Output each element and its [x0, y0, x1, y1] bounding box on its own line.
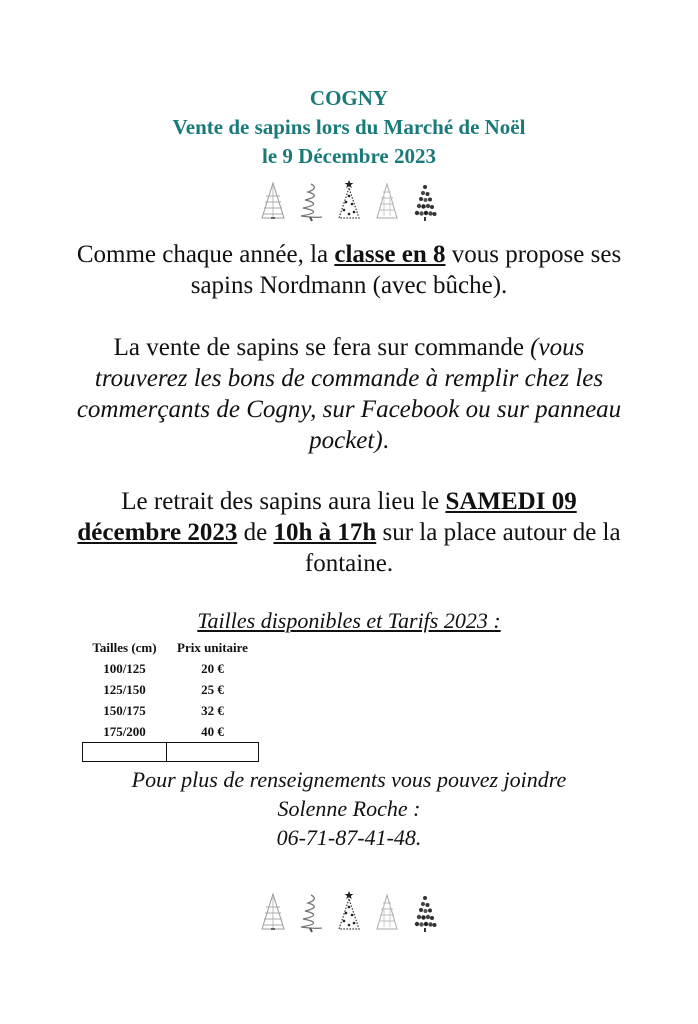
flyer-header — [0, 84, 698, 171]
empty-cell — [167, 743, 259, 762]
header-town: COGNY — [309, 86, 389, 110]
tree-decoration-top — [0, 180, 698, 222]
table-row — [83, 721, 259, 743]
order-paragraph — [70, 332, 628, 456]
christmas-tree-icon — [372, 891, 402, 933]
tree-decoration-bottom — [0, 891, 698, 933]
tarifs-table — [82, 637, 259, 762]
table-header-row — [83, 637, 259, 658]
order-details: (vous trouverez les bons de commande à remplir chez les commerçants de Cogny, sur Facebook ou sur panneau pocket) — [76, 334, 622, 454]
size-cell: 125/150 — [103, 681, 146, 697]
christmas-tree-icon — [296, 180, 326, 222]
christmas-tree-icon — [296, 891, 326, 933]
pickup-text-start: Le retrait des sapins aura lieu le — [121, 488, 446, 515]
pickup-paragraph — [70, 486, 628, 579]
table-row — [83, 700, 259, 721]
christmas-tree-star-icon — [334, 891, 364, 933]
intro-text-start: Comme chaque année, la — [76, 241, 335, 268]
christmas-tree-icon — [258, 891, 288, 933]
pickup-text-mid: de — [237, 519, 274, 546]
column-header-price: Prix unitaire — [177, 639, 248, 655]
empty-cell — [83, 743, 167, 762]
christmas-tree-star-icon — [334, 180, 364, 222]
empty-table-row — [83, 743, 259, 762]
size-cell: 100/125 — [103, 660, 146, 676]
size-cell: 175/200 — [103, 723, 146, 739]
christmas-tree-icon — [258, 180, 288, 222]
intro-paragraph — [70, 239, 628, 301]
pickup-time: 10h à 17h — [273, 519, 377, 546]
order-text: La vente de sapins se fera sur commande — [113, 334, 531, 361]
header-event: Vente de sapins lors du Marché de Noël — [172, 115, 526, 139]
christmas-tree-dots-icon — [410, 180, 440, 222]
price-cell: 40 € — [201, 723, 224, 739]
contact-intro: Pour plus de renseignements vous pouvez joindre — [131, 767, 567, 792]
order-period: . — [382, 427, 389, 454]
christmas-tree-icon — [372, 180, 402, 222]
contact-name: Solenne Roche : — [277, 796, 421, 821]
contact-block — [0, 765, 698, 852]
classe-en-8: classe en 8 — [334, 241, 446, 268]
pickup-text-end: sur la place autour de la fontaine. — [304, 519, 621, 577]
price-cell: 25 € — [201, 681, 224, 697]
christmas-tree-dots-icon — [410, 891, 440, 933]
price-cell: 20 € — [201, 660, 224, 676]
table-row — [83, 679, 259, 700]
contact-phone: 06-71-87-41-48. — [276, 825, 422, 850]
pickup-date: SAMEDI 09 décembre 2023 — [77, 488, 577, 546]
size-cell: 150/175 — [103, 702, 146, 718]
header-date: le 9 Décembre 2023 — [262, 144, 436, 168]
column-header-size: Tailles (cm) — [92, 639, 157, 655]
tarifs-title: Tailles disponibles et Tarifs 2023 : — [197, 608, 501, 633]
intro-text-end: vous propose ses sapins Nordmann (avec bûche). — [190, 241, 622, 299]
table-row — [83, 658, 259, 679]
price-cell: 32 € — [201, 702, 224, 718]
